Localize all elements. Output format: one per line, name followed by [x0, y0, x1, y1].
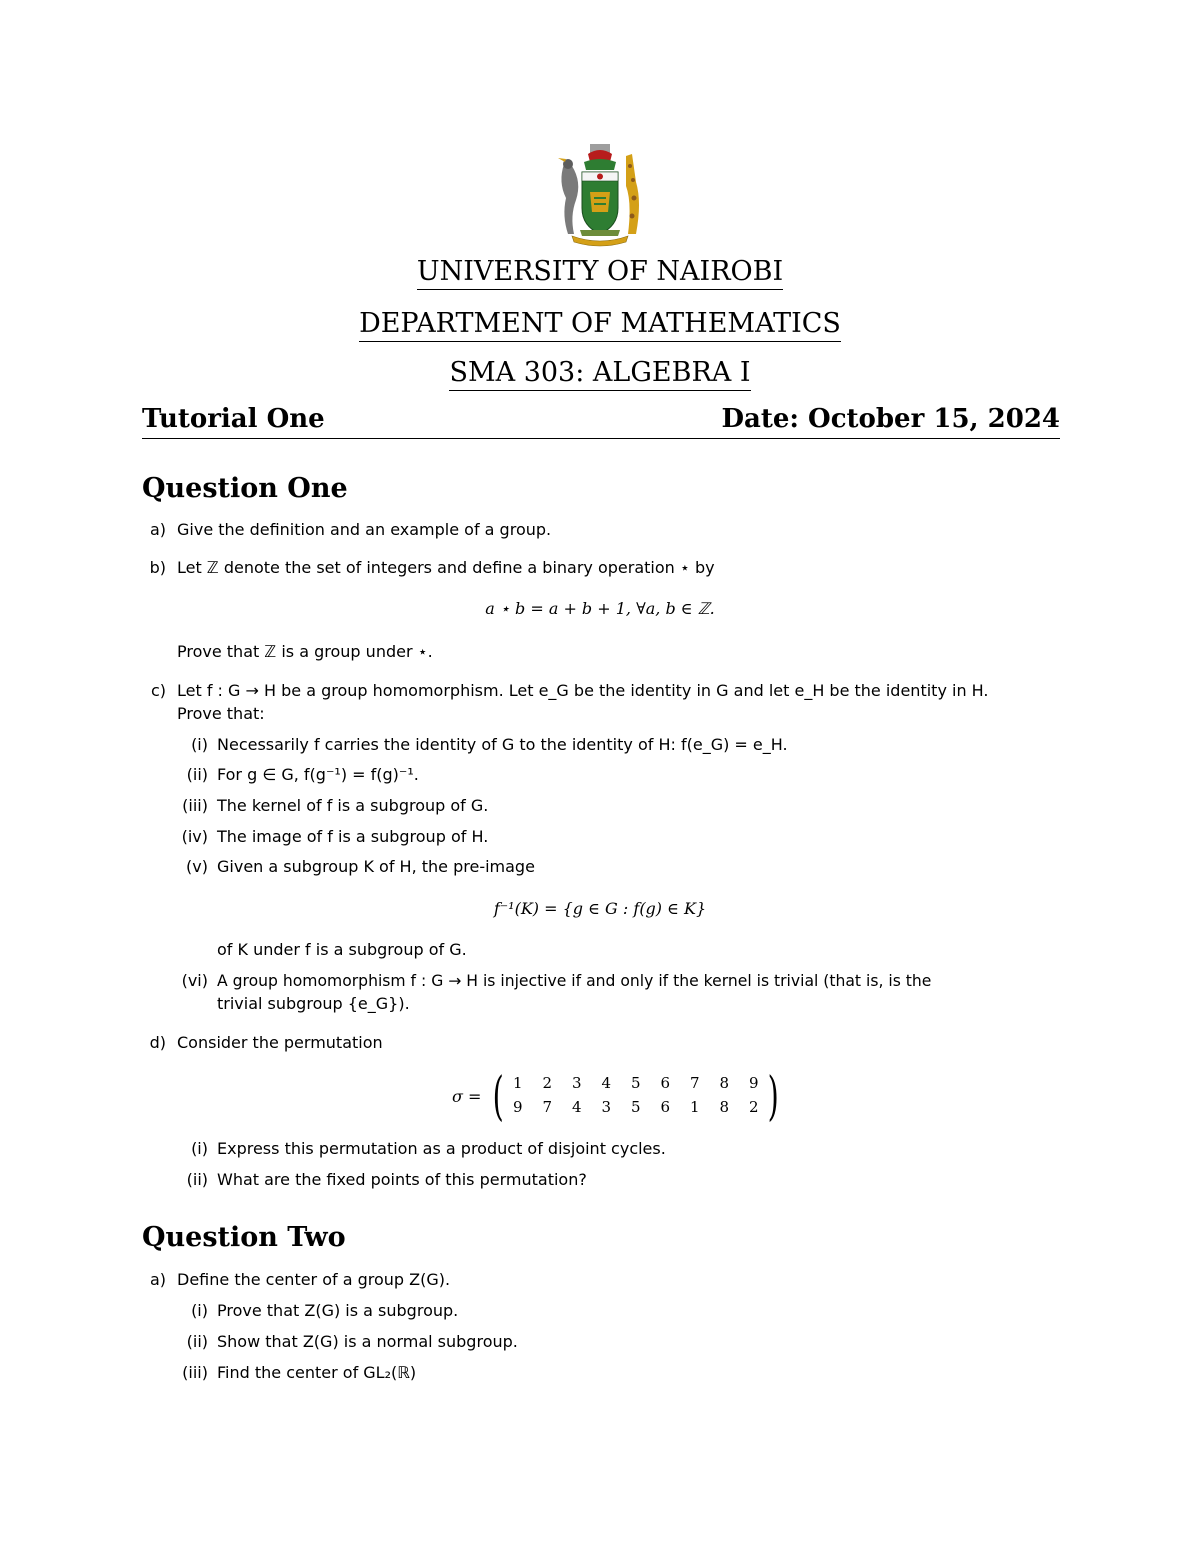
matrix-cell: 2	[748, 1098, 759, 1116]
matrix-cell: 6	[660, 1074, 671, 1092]
q2-a-label: a)	[149, 1270, 166, 1289]
q1-a-text: Give the definition and an example of a group.	[177, 520, 552, 539]
q1-b-prove: Prove that ℤ is a group under ⋆.	[177, 642, 433, 661]
sigma-label: σ =	[452, 1087, 482, 1106]
matrix-cell: 8	[719, 1074, 730, 1092]
matrix-right-paren: )	[767, 1067, 779, 1127]
matrix-cell: 9	[512, 1098, 523, 1116]
q1-c-v-equation: f⁻¹(K) = {g ∈ G : f(g) ∈ K}	[493, 899, 707, 918]
crest-crane	[561, 164, 578, 234]
course-title-row	[0, 357, 1200, 391]
matrix-cell: 1	[512, 1074, 523, 1092]
q1-c-iv-text: The image of f is a subgroup of H.	[217, 827, 489, 846]
q1-d-i-label: (i)	[191, 1139, 208, 1158]
q1-d-i-text: Express this permutation as a product of disjoint cycles.	[217, 1139, 666, 1158]
crest-motto-ribbon	[572, 236, 628, 246]
matrix-cell: 4	[571, 1098, 582, 1116]
matrix-cell: 6	[660, 1098, 671, 1116]
matrix-bottom-row	[503, 1098, 769, 1116]
matrix-cell: 7	[689, 1074, 700, 1092]
q1-c-text2: Prove that:	[177, 704, 265, 723]
q1-c-ii-label: (ii)	[186, 765, 208, 784]
matrix-cell: 5	[630, 1098, 641, 1116]
department-title-row	[0, 308, 1200, 342]
q1-c-v-after: of K under f is a subgroup of G.	[217, 940, 467, 959]
matrix-cell: 3	[571, 1074, 582, 1092]
crest-mantling	[584, 159, 616, 170]
q1-c-vi-label: (vi)	[181, 971, 208, 990]
tutorial-label: Tutorial One	[142, 404, 325, 434]
q2-a-text: Define the center of a group Z(G).	[177, 1270, 451, 1289]
matrix-left-paren: (	[492, 1067, 504, 1127]
q1-c-label: c)	[150, 681, 166, 700]
q1-c-vi-text1: A group homomorphism f : G → H is injective if and only if the kernel is trivial (that is, is the	[217, 972, 932, 990]
question-one-title: Question One	[142, 473, 348, 504]
crest-giraffe	[626, 154, 639, 234]
q2-iii-text: Find the center of GL₂(ℝ)	[217, 1363, 417, 1382]
q1-c-iv-label: (iv)	[181, 827, 208, 846]
matrix-cell: 9	[748, 1074, 759, 1092]
date-label: Date: October 15, 2024	[721, 404, 1060, 434]
q1-b-equation: a ⋆ b = a + b + 1, ∀a, b ∈ ℤ.	[485, 599, 715, 618]
q2-i-label: (i)	[191, 1301, 208, 1320]
q1-d-text: Consider the permutation	[177, 1033, 383, 1052]
q1-c-text1: Let f : G → H be a group homomorphism. Let e_G be the identity in G and let e_H be the identity in H.	[177, 681, 989, 700]
matrix-top-row	[503, 1074, 769, 1092]
university-title: UNIVERSITY OF NAIROBI	[417, 257, 783, 290]
question-two-title: Question Two	[142, 1222, 346, 1253]
q1-a-label: a)	[149, 520, 166, 539]
department-title: DEPARTMENT OF MATHEMATICS	[359, 309, 841, 342]
matrix-cell: 2	[542, 1074, 553, 1092]
tutorial-date-bar	[142, 404, 1060, 439]
q1-c-i-text: Necessarily f carries the identity of G to the identity of H: f(e_G) = e_H.	[217, 735, 788, 754]
university-crest-logo	[554, 142, 646, 248]
q2-ii-label: (ii)	[186, 1332, 208, 1351]
q1-d-label: d)	[149, 1033, 166, 1052]
q2-ii-text: Show that Z(G) is a normal subgroup.	[217, 1332, 518, 1351]
matrix-cell: 5	[630, 1074, 641, 1092]
q1-c-v-text: Given a subgroup K of H, the pre-image	[217, 857, 535, 876]
matrix-cell: 8	[719, 1098, 730, 1116]
q2-i-text: Prove that Z(G) is a subgroup.	[217, 1301, 459, 1320]
matrix-cell: 4	[601, 1074, 612, 1092]
q1-b-label: b)	[149, 558, 166, 577]
q1-c-i-label: (i)	[191, 735, 208, 754]
university-title-row	[0, 256, 1200, 290]
q1-b-text: Let ℤ denote the set of integers and define a binary operation ⋆ by	[177, 558, 715, 577]
q1-c-iii-label: (iii)	[182, 796, 208, 815]
matrix-cell: 3	[601, 1098, 612, 1116]
matrix-cell: 7	[542, 1098, 553, 1116]
q1-d-ii-text: What are the fixed points of this permutation?	[217, 1170, 587, 1189]
q1-c-v-label: (v)	[186, 857, 208, 876]
q2-iii-label: (iii)	[182, 1363, 208, 1382]
q1-d-ii-label: (ii)	[186, 1170, 208, 1189]
matrix-cell: 1	[689, 1098, 700, 1116]
q1-c-iii-text: The kernel of f is a subgroup of G.	[217, 796, 489, 815]
course-title: SMA 303: ALGEBRA I	[449, 358, 750, 391]
q1-c-ii-text: For g ∈ G, f(g⁻¹) = f(g)⁻¹.	[217, 765, 419, 784]
q1-c-vi-text2: trivial subgroup {e_G}).	[217, 994, 410, 1013]
